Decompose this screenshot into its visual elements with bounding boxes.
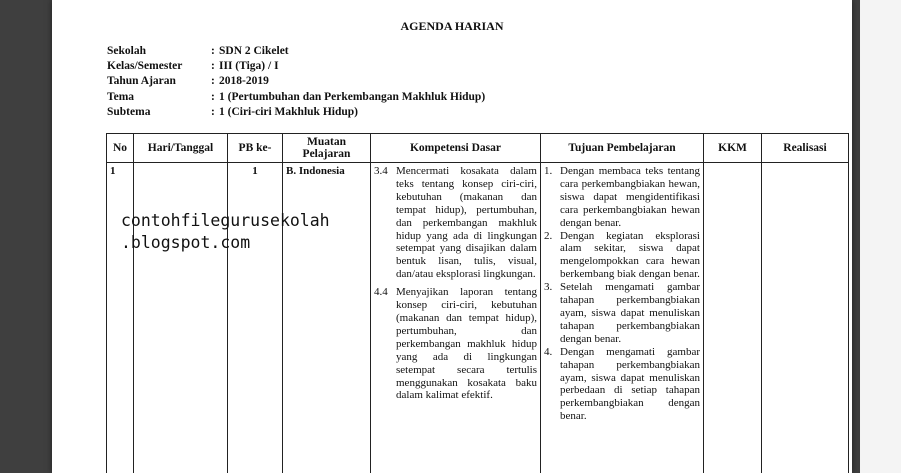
info-value: 1 (Ciri-ciri Makhluk Hidup) xyxy=(219,105,358,118)
info-row-sekolah xyxy=(107,44,485,59)
info-value: III (Tiga) / I xyxy=(219,60,279,73)
kd-number: 4.4 xyxy=(374,286,388,299)
col-header-hari: Hari/Tanggal xyxy=(134,134,228,163)
agenda-table xyxy=(106,133,849,473)
info-separator: : xyxy=(211,45,215,57)
kd-item xyxy=(374,165,537,281)
info-separator: : xyxy=(211,90,215,103)
info-value: 2018-2019 xyxy=(219,75,269,88)
kd-number: 3.4 xyxy=(374,165,388,177)
table-header-row xyxy=(107,134,849,163)
tujuan-item xyxy=(544,165,700,230)
info-label: Tahun Ajaran xyxy=(107,75,176,88)
info-separator: : xyxy=(211,60,215,73)
tujuan-number: 3. xyxy=(544,281,553,294)
info-row-subtema xyxy=(107,105,485,120)
cell-kkm xyxy=(704,163,762,473)
col-header-no: No xyxy=(107,134,134,163)
col-header-kd: Kompetensi Dasar xyxy=(371,134,541,163)
col-header-pb: PB ke- xyxy=(228,134,283,163)
identity-block xyxy=(107,44,485,120)
cell-no: 1 xyxy=(107,163,134,473)
info-row-tahun xyxy=(107,74,485,89)
info-separator: : xyxy=(211,75,215,88)
watermark-line-1: contohfilegurusekolah xyxy=(121,211,330,230)
page-title: AGENDA HARIAN xyxy=(400,19,504,33)
tujuan-text: Dengan membaca teks tentang cara perkembangbiakan hewan, siswa dapat mengidentifikasi cara perkembangbiakan hewan dengan benar. xyxy=(560,165,700,229)
info-separator: : xyxy=(211,105,215,118)
kd-text: Mencermati kosakata dalam teks tentang konsep ciri-ciri, kebutuhan (makanan dan tempat hidup), pertumbuhan, dan perkembangan makhluk hidup yang ada di lingkungan setempat yang disajikan dalam bentuk lisan, tulis, visual, dan/atau eksplorasi lingkungan. xyxy=(396,165,537,281)
info-row-kelas xyxy=(107,59,485,74)
info-row-tema xyxy=(107,90,485,105)
kd-item xyxy=(374,286,537,402)
col-header-tujuan: Tujuan Pembelajaran xyxy=(541,134,704,163)
cell-tujuan xyxy=(541,163,704,473)
tujuan-item xyxy=(544,230,700,282)
cell-muatan: B. Indonesia xyxy=(283,163,371,473)
tujuan-number: 4. xyxy=(544,345,553,358)
info-label: Subtema xyxy=(107,105,151,118)
tujuan-text: Dengan kegiatan eksplorasi alam sekitar, siswa dapat mengelompokkan cara hewan berkembang biak dengan benar. xyxy=(560,229,700,281)
info-value: 1 (Pertumbuhan dan Perkembangan Makhluk Hidup) xyxy=(219,90,486,103)
cell-kompetensi-dasar xyxy=(371,163,541,473)
viewer-right-margin xyxy=(860,0,901,473)
watermark-line-2: .blogspot.com xyxy=(121,233,251,252)
tujuan-text: Setelah mengamati gambar tahapan perkembangbiakan ayam, siswa dapat menuliskan tahapan perkembangbiakan dengan benar. xyxy=(560,281,700,345)
col-header-muatan: Muatan Pelajaran xyxy=(283,134,371,163)
info-label: Kelas/Semester xyxy=(107,60,183,73)
tujuan-number: 1. xyxy=(544,165,553,177)
tujuan-item xyxy=(544,281,700,346)
info-label: Sekolah xyxy=(107,45,146,57)
col-header-kkm: KKM xyxy=(704,134,762,163)
tujuan-text: Dengan mengamati gambar tahapan perkembangbiakan ayam, siswa dapat menuliskan perbedaan di setiap tahapan perkembangbiakan dengan benar. xyxy=(560,345,700,423)
kd-text: Menyajikan laporan tentang konsep ciri-ciri, kebutuhan (makanan dan tempat hidup), pertumbuhan, dan perkembangan makhluk hidup yang ada di lingkungan setempat secara tertulis menggunakan kosakata baku dalam kalimat efektif. xyxy=(396,286,537,402)
tujuan-number: 2. xyxy=(544,229,553,242)
col-header-realisasi: Realisasi xyxy=(762,134,849,163)
info-value: SDN 2 Cikelet xyxy=(219,45,289,57)
info-label: Tema xyxy=(107,90,135,103)
tujuan-item xyxy=(544,346,700,423)
watermark-text xyxy=(121,210,330,254)
cell-pb: 1 xyxy=(228,163,283,473)
cell-realisasi xyxy=(762,163,849,473)
